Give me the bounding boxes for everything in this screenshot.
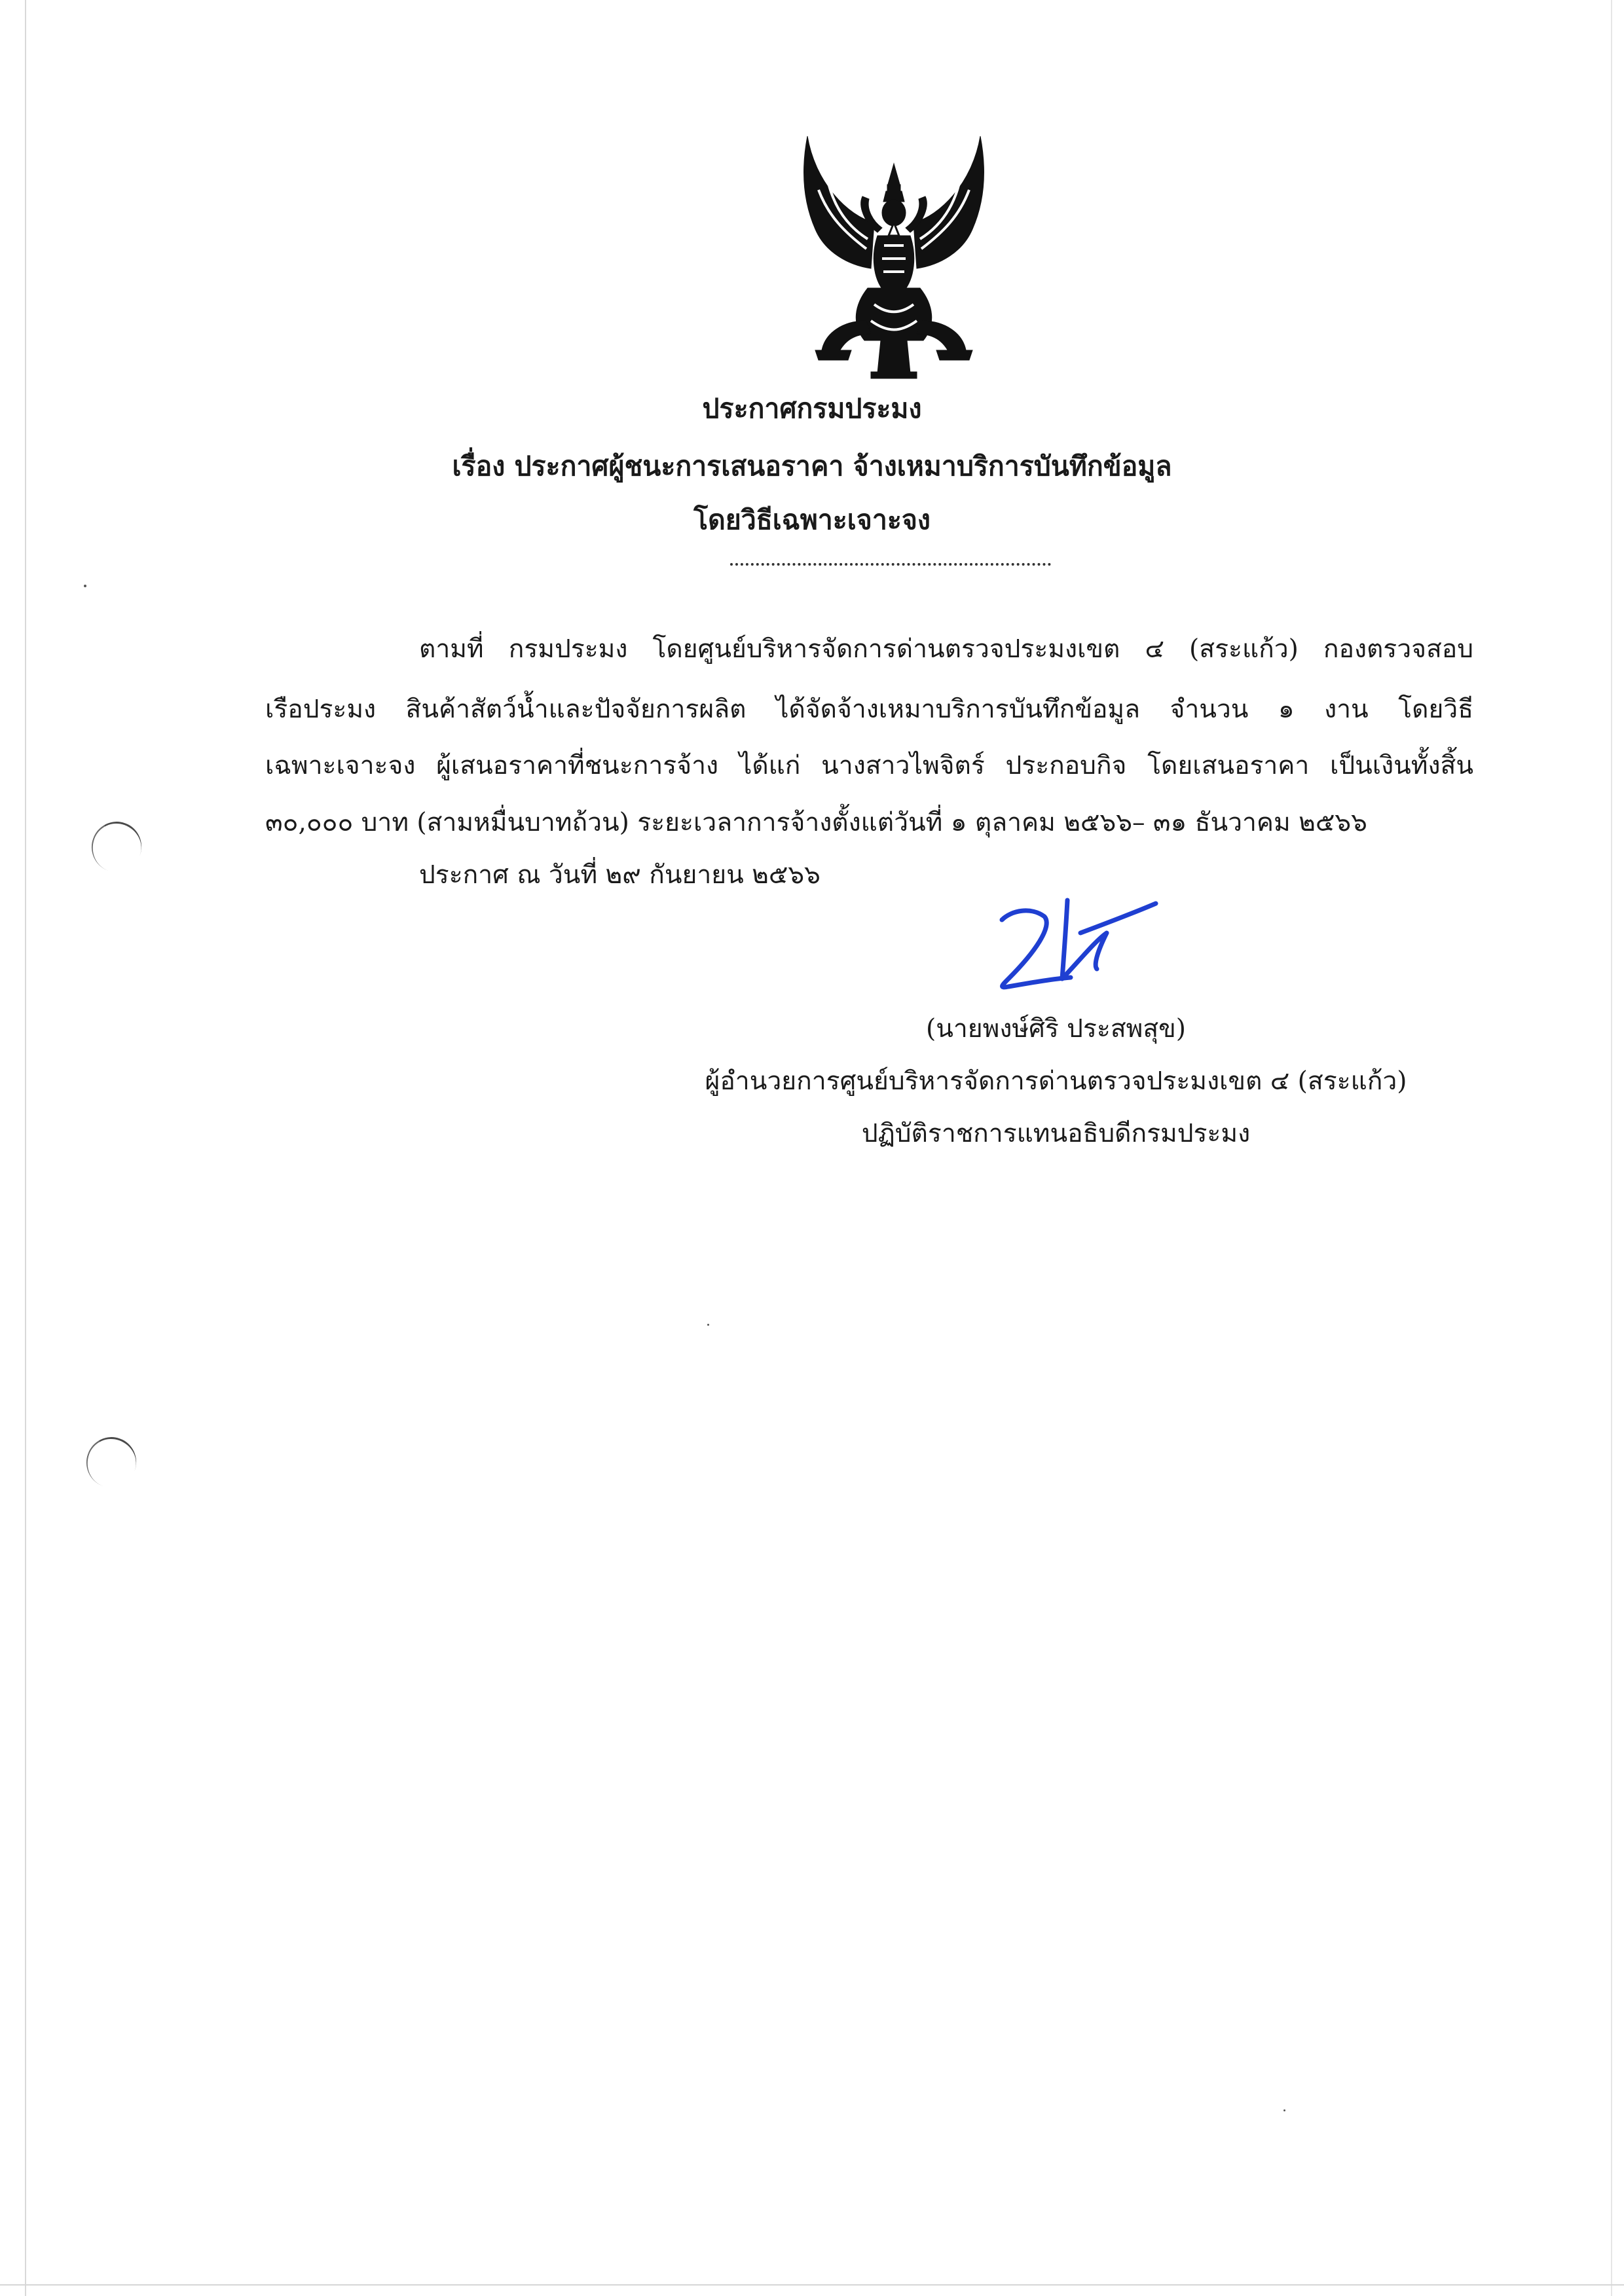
signatory-acting-for: ปฏิบัติราชการแทนอธิบดีกรมประมง [861, 1119, 1251, 1148]
scan-speck [84, 585, 86, 587]
punch-hole-bottom [79, 1430, 143, 1494]
signatory-position: ผู้อำนวยการศูนย์บริหารจัดการด่านตรวจประมงเขต ๔ (สระแก้ว) [705, 1066, 1407, 1096]
signatory-name: (นายพงษ์ศิริ ประสพสุข) [925, 1014, 1187, 1044]
page-edge-left [25, 0, 26, 2296]
document-subject: เรื่อง ประกาศผู้ชนะการเสนอราคา จ้างเหมาบริการบันทึกข้อมูล [452, 450, 1172, 482]
body-line-1: ตามที่ กรมประมง โดยศูนย์บริหารจัดการด่านตรวจประมงเขต ๔ (สระแก้ว) กองตรวจสอบ [419, 634, 1473, 664]
page-edge-right [1611, 0, 1612, 2296]
title-divider [730, 563, 1051, 566]
handwritten-signature-icon [982, 887, 1166, 1005]
procurement-method: โดยวิธีเฉพาะเจาะจง [693, 504, 931, 536]
announce-date: ประกาศ ณ วันที่ ๒๙ กันยายน ๒๕๖๖ [419, 860, 821, 890]
punch-hole-top [84, 814, 149, 879]
page-edge-bottom [0, 2284, 1624, 2286]
body-line-3: เฉพาะเจาะจง ผู้เสนอราคาที่ชนะการจ้าง ได้แก่ นางสาวไพจิตร์ ประกอบกิจ โดยเสนอราคา เป็นเงินทั้งสิ้น [265, 751, 1473, 780]
garuda-emblem-icon [789, 124, 999, 386]
body-line-4: ๓๐,๐๐๐ บาท (สามหมื่นบาทถ้วน) ระยะเวลาการจ้างตั้งแต่วันที่ ๑ ตุลาคม ๒๕๖๖– ๓๑ ธันวาคม ๒๕๖๖ [265, 808, 1367, 837]
scan-speck [1283, 2109, 1285, 2111]
scan-speck [707, 1324, 709, 1326]
body-line-2: เรือประมง สินค้าสัตว์น้ำและปัจจัยการผลิต ได้จัดจ้างเหมาบริการบันทึกข้อมูล จำนวน ๑ งาน โดยวิธี [265, 695, 1473, 724]
document-title: ประกาศกรมประมง [702, 393, 922, 424]
